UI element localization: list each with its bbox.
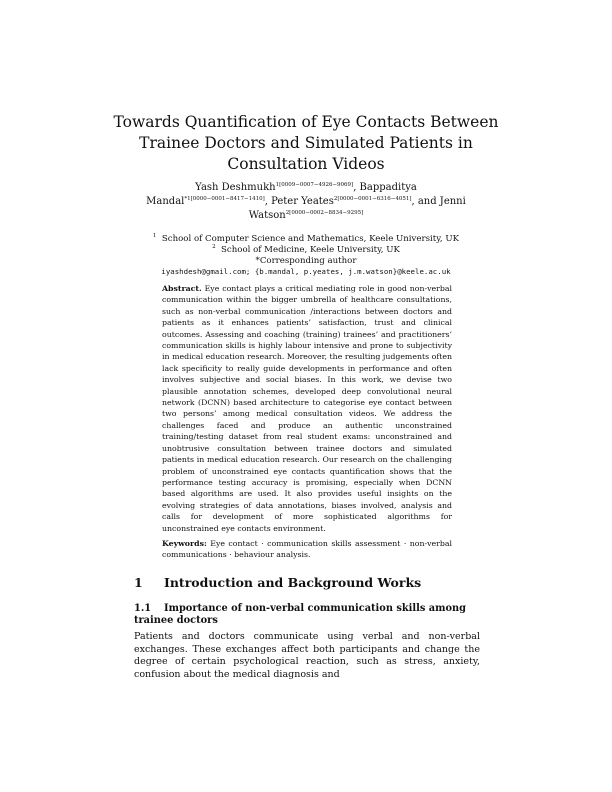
author-orcid: 2[0000−0002−8834−9295]: [285, 210, 364, 216]
keywords-label: Keywords:: [162, 539, 207, 548]
affiliation-text: School of Medicine, Keele University, UK: [221, 245, 400, 255]
author-separator: , and Jenni: [411, 196, 466, 207]
affiliation-marker: 2: [212, 244, 216, 250]
section-number: 1: [134, 575, 143, 590]
author-name: Mandal: [146, 196, 185, 207]
author-emails: iyashdesh@gmail.com; {b.mandal, p.yeates, j.m.watson}@keele.ac.uk: [161, 267, 451, 276]
author-name: , Peter Yeates: [264, 196, 334, 207]
author-name: Yash Deshmukh: [195, 182, 276, 193]
author-name: Watson: [248, 210, 286, 221]
title-line: Towards Quantification of Eye Contacts Between: [113, 113, 499, 131]
body-paragraph: Patients and doctors communicate using verbal and non-verbal exchanges. These exchanges affect both participants and change the degree of certain psychological reaction, such as stress, anxiety, confusion about the medical diagnosis and: [134, 631, 480, 680]
author-list: [128, 181, 484, 223]
keywords: [162, 538, 452, 561]
author-separator: , Bappaditya: [353, 182, 417, 193]
section-title: Introduction and Background Works: [164, 575, 422, 590]
abstract-text: Eye contact plays a critical mediating role in good non-verbal communication within the bigger umbrella of healthcare consultations, such as non-verbal communication /interactions between doctors and patients as it enhances patients’ satisfaction, trust and clinical outcomes. Assessing and coaching (training) trainees’ and practitioners’ communication skills is highly labour intensive and prone to subjectivity in medical education research. Moreover, the resulting judgements often lack specificity to really guide developments in performance and often involves subjective and social biases. In this work, we devise two plausible annotation schemes, developed deep convolutional neural network (DCNN) based architecture to categorise eye contact between two persons’ among medical consultation videos. We address the challenges faced and produce an authentic unconstrained training/testing dataset from real student exams: unconstrained and unobtrusive consultation between trainee doctors and simulated patients in medical education research. Our research on the challenging problem of unconstrained eye contacts quantification shows that the performance testing accuracy is promising, especially when DCNN based algorithms are used. It also provides useful insights on the evolving strategies of data annotations, biases involved, analysis and calls for development of more sophisticated algorithms for unconstrained eye contacts environment.: [162, 284, 452, 533]
subsection-number: 1.1: [134, 603, 152, 614]
subsection-heading: [134, 603, 484, 627]
affiliation-text: School of Computer Science and Mathematics, Keele University, UK: [161, 234, 460, 244]
abstract-label: Abstract.: [162, 284, 202, 293]
title-line: Consultation Videos: [227, 155, 385, 173]
author-orcid: 1[0009−0007−4926−9069]: [275, 182, 354, 188]
section-heading: [134, 575, 421, 590]
paper-title: [100, 112, 512, 175]
affiliation-marker: 1: [152, 233, 157, 239]
author-orcid: 2[0000−0001−6316−4051]: [333, 196, 412, 202]
title-line: Trainee Doctors and Simulated Patients in: [139, 134, 473, 152]
author-orcid: *1[0000−0001−8417−1410]: [184, 196, 265, 202]
abstract: [162, 283, 452, 534]
keywords-text: Eye contact · communication skills assessment · non-verbal communications · behaviour analysis.: [162, 539, 452, 560]
subsection-title: Importance of non-verbal communication skills among trainee doctors: [134, 603, 466, 626]
corresponding-author-note: *Corresponding author: [255, 256, 357, 266]
